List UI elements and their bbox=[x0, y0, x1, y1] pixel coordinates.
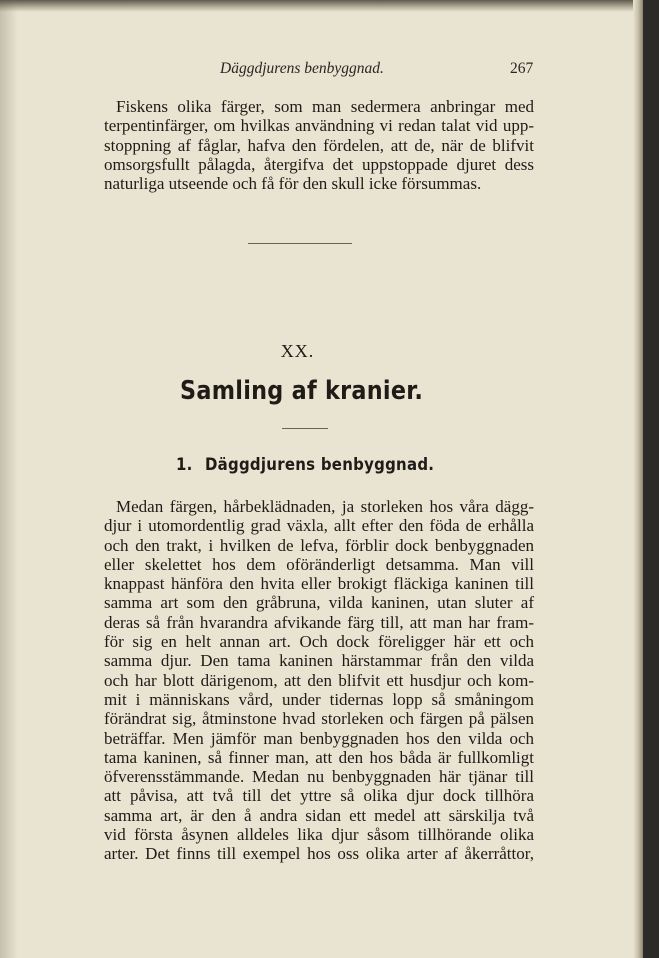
text-line: för sig en helt annan art. Och dock föreligger här ett och bbox=[104, 632, 534, 652]
chapter-number bbox=[0, 341, 643, 362]
text-line: terpentinfärger, om hvilkas användning vi redan talat vid upp- bbox=[104, 116, 534, 136]
text-line: beträffar. Men jämför man benbyggnaden hos den vilda och bbox=[104, 728, 534, 748]
section-heading bbox=[176, 455, 434, 475]
text-line: och har blott därigenom, att den blifvit ett husdjur och kom- bbox=[104, 670, 534, 690]
text-line: eller skelettet hos dem oföränderligt detsamma. Man vill bbox=[104, 554, 534, 574]
text-line: vid första åsynen alldeles lika djur såsom tillhörande olika bbox=[104, 825, 534, 845]
text-line: omsorgsfullt pålagda, återgifva det uppstoppade djuret dess bbox=[104, 154, 534, 174]
text-line: Fiskens olika färger, som man sedermera anbringar med bbox=[116, 97, 534, 116]
text-line: samma art som den gråbruna, vilda kaninen, utan sluter af bbox=[104, 593, 534, 613]
text-line: att påvisa, att två till det yttre så olika djur dock tillhöra bbox=[104, 786, 534, 806]
text-line: naturliga utseende och få för den skull icke försummas. bbox=[104, 174, 482, 194]
chapter-divider-rule bbox=[282, 428, 328, 429]
paragraph-mammal-bones bbox=[104, 497, 534, 864]
paragraph-fish-colors bbox=[104, 97, 534, 193]
text-line: stoppning af fåglar, hafva den fördelen, att de, när de blifvit bbox=[104, 135, 534, 155]
page-top-edge bbox=[0, 0, 643, 12]
running-head-title: Däggdjurens benbyggnad. bbox=[220, 60, 384, 77]
chapter-title: Samling af kranier. bbox=[180, 376, 424, 406]
chapter-number-text: XX. bbox=[280, 341, 315, 361]
text-line: öfverensstämmande. Medan nu benbyggnaden här tjänar till bbox=[104, 767, 534, 787]
text-line: och den trakt, i hvilken de lefva, förblir dock benbyggnaden bbox=[104, 535, 534, 555]
text-line: tama kaninen, så finner man, att den hos båda är fullkomligt bbox=[104, 747, 534, 767]
text-line: samma djur. Den tama kaninen härstammar från den vilda bbox=[104, 651, 534, 671]
section-number: 1. bbox=[176, 455, 193, 475]
section-title: Däggdjurens benbyggnad. bbox=[204, 455, 435, 475]
text-line: förändrat sig, åtminstone hvad storleken och färgen på pälsen bbox=[104, 709, 534, 729]
text-line: arter. Det finns till exempel hos oss olika arter af åkerråttor, bbox=[104, 844, 534, 864]
page-right-edge bbox=[633, 0, 643, 958]
text-line: mit i människans vård, under tidernas lopp så småningom bbox=[104, 689, 534, 709]
section-divider-rule bbox=[248, 243, 352, 244]
text-line: knappast hänföra den hvita eller brokigt fläckiga kaninen till bbox=[104, 574, 534, 594]
page-number: 267 bbox=[510, 60, 534, 77]
text-line: samma art, är den å andra sidan ett medel att särskilja två bbox=[104, 805, 534, 825]
text-line: deras så från hvarandra afvikande färg till, att man har fram- bbox=[104, 612, 534, 632]
gutter-shadow bbox=[0, 0, 18, 958]
text-line: Medan färgen, hårbeklädnaden, ja storleken hos våra dägg- bbox=[116, 497, 534, 516]
text-line: djur i utomordentlig grad växla, allt efter den föda de erhålla bbox=[104, 516, 534, 536]
running-head bbox=[0, 60, 643, 82]
